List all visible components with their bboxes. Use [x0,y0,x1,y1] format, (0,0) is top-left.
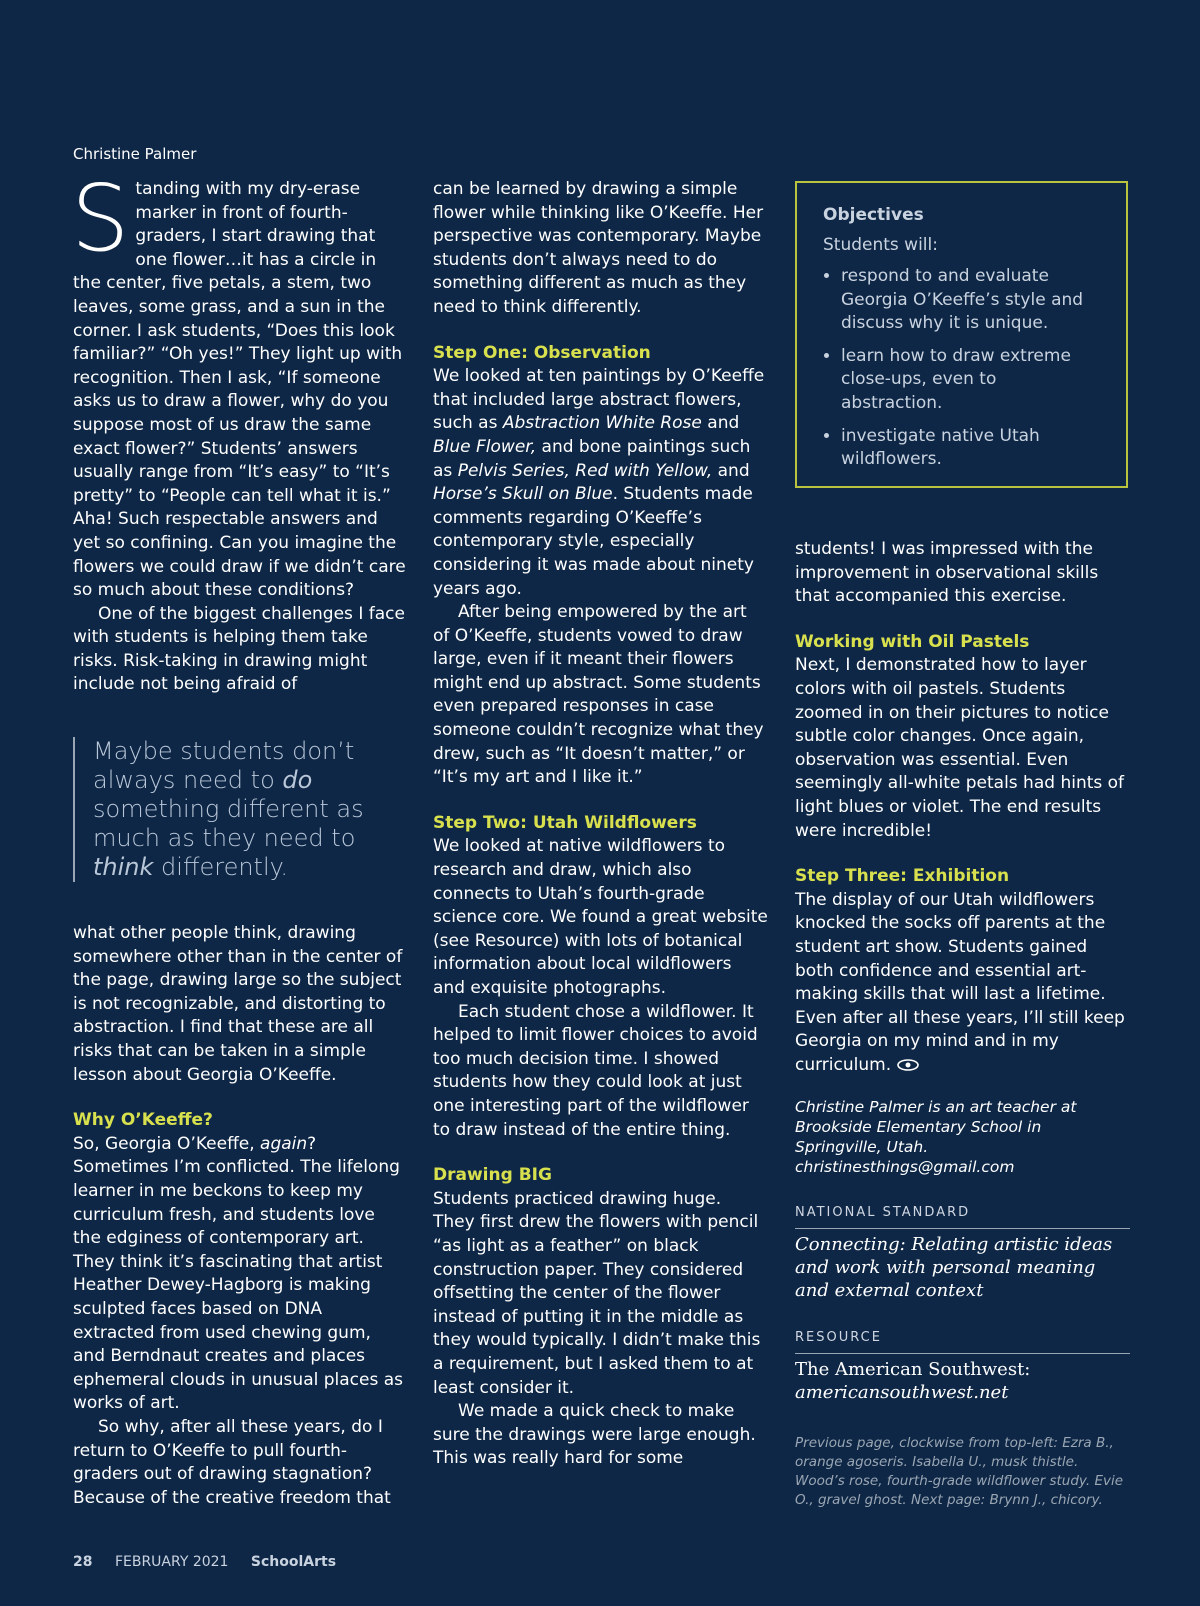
drop-cap: S [71,165,130,272]
paragraph: what other people think, drawing somewhere other than in the center of the page, drawing large so the subject is not recognizable, and distorting to abstraction. I find that these are all risks that can be taken in a simple lesson about Georgia O’Keeffe. [73,923,403,1085]
author-bio: Christine Palmer is an art teacher at Brookside Elementary School in Springville, Utah. christinesthings@gmail.com [795,1098,1077,1177]
paragraph: We looked at native wildflowers to research and draw, which also connects to Utah’s fourth-grade science core. We found a great website (see Resource) with lots of botanical information about local wildflowers and exquisite photographs. [433,836,768,998]
image-caption: Previous page, clockwise from top-left: Ezra B., orange agoseris. Isabella U., musk thistle. Wood’s rose, fourth-grade wildflower study. Evie O., gravel ghost. Next page: Brynn J., chicory. [795,1434,1124,1508]
section-heading: Working with Oil Pastels [795,631,1030,652]
list-item: • respond to and evaluate Georgia O’Keeffe’s style and discuss why it is unique. [841,265,1100,336]
paragraph: can be learned by drawing a simple flower while thinking like O’Keeffe. Her perspective was contemporary. Maybe students don’t always need to do something different as much as they need to think differently. [433,179,764,317]
section-heading: Step Three: Exhibition [795,866,1010,887]
paragraph: Each student chose a wildflower. It helped to limit flower choices to avoid too much decision time. I showed students how they could look at just one interesting part of the wildflower to draw instead of the entire thing. [433,1001,758,1140]
list-item: • learn how to draw extreme close-ups, even to abstraction. [841,345,1100,416]
page-number: 28 [73,1554,93,1570]
paragraph: The display of our Utah wildflowers knocked the socks off parents at the student art show. Students gained both confidence and essential art-making skills that will last a lifetime. Even after all these years, I’ll still keep Georgia on my mind and in my curriculum. [795,889,1125,1075]
paragraph: students! I was impressed with the improvement in observational skills that accompanied this exercise. [795,539,1099,607]
paragraph: One of the biggest challenges I face with students is helping them take risks. Risk-taking in drawing might include not being afraid of [73,603,405,695]
objectives-intro: Students will: [823,235,938,255]
paragraph: We looked at ten paintings by O’Keeffe that included large abstract flowers, such as Abstraction White Rose and Blue Flower, and bone paintings such as Pelvis Series, Red with Yellow, and Horse’s Skull on Blue. Students made comments regarding O’Keeffe’s contemporary style, especially considering it was made about ninety years ago. [433,366,765,599]
paragraph: Students practiced drawing huge. They first drew the flowers with pencil “as light as a feather” on black construction paper. They considered offsetting the center of the flower instead of putting it in the middle as they would typically. I didn’t make this a requirement, but I asked them to at least consider it. [433,1188,761,1398]
section-heading: Step One: Observation [433,342,651,363]
column-3 [795,538,1130,1510]
issue-date: FEBRUARY 2021 [114,1554,229,1570]
section-heading: Step Two: Utah Wildflowers [433,812,697,833]
paragraph: Next, I demonstrated how to layer colors with oil pastels. Students zoomed in on their pictures to notice subtle color changes. Once again, observation was essential. Even seemingly all-white petals had hints of light blues or violet. The end results were incredible! [795,655,1125,841]
list-item: • investigate native Utah wildflowers. [841,425,1100,472]
objectives-title: Objectives [823,205,924,225]
paragraph: After being empowered by the art of O’Keeffe, students vowed to draw large, even if it meant their flowers might end up abstract. Some students even prepared responses in case someone couldn’t recognize what they drew, such as “It doesn’t matter,” or “It’s my art and I like it.” [433,602,764,788]
objectives-box [795,181,1128,488]
paragraph: We made a quick check to make sure the drawings were large enough. This was really hard for some [433,1401,756,1469]
page-footer [73,1554,354,1570]
byline: Christine Palmer [73,145,197,163]
end-mark-icon [897,1059,919,1071]
paragraph: So why, after all these years, do I return to O’Keeffe to pull fourth-graders out of drawing stagnation? Because of the creative freedom that [73,1416,391,1508]
standard-text: Connecting: Relating artistic ideas and work with personal meaning and external context [795,1234,1113,1302]
pull-quote: Maybe students don’t always need to do something different as much as they need to think differently. [73,737,408,882]
resource-text: The American Southwest: americansouthwest.net [795,1358,1031,1403]
objectives-list [823,265,1100,472]
paragraph: So, Georgia O’Keeffe, again? Sometimes I’m conflicted. The lifelong learner in me beckons to keep my curriculum fresh, and students love the edginess of contemporary art. They think it’s fascinating that artist Heather Dewey-Hagborg is making sculpted faces based on DNA extracted from used chewing gum, and Berndnaut creates and places ephemeral clouds in unusual places as works of art. [73,1133,404,1414]
paragraph: Standing with my dry-erase marker in front of fourth-graders, I start drawing that one flower…it has a circle in the center, five petals, a stem, two leaves, some grass, and a sun in the corner. I ask students, “Does this look familiar?” “Oh yes!” They light up with recognition. Then I ask, “If someone asks us to draw a flower, why do you suppose most of us draw the same exact flower?” Students’ answers usually range from “It’s easy” to “It’s pretty” to “People can tell what it is.” Aha! Such respectable answers and yet so confining. Can you imagine the flowers we could draw if we didn’t care so much about these conditions? [71,165,406,601]
column-1 [71,165,408,1510]
resource-label: RESOURCE [795,1326,1130,1354]
section-heading: Drawing BIG [433,1165,552,1186]
section-heading: Why O’Keeffe? [73,1110,213,1131]
standard-label: NATIONAL STANDARD [795,1201,1130,1229]
magazine-name: SchoolArts [250,1554,337,1570]
column-2 [433,178,768,1471]
